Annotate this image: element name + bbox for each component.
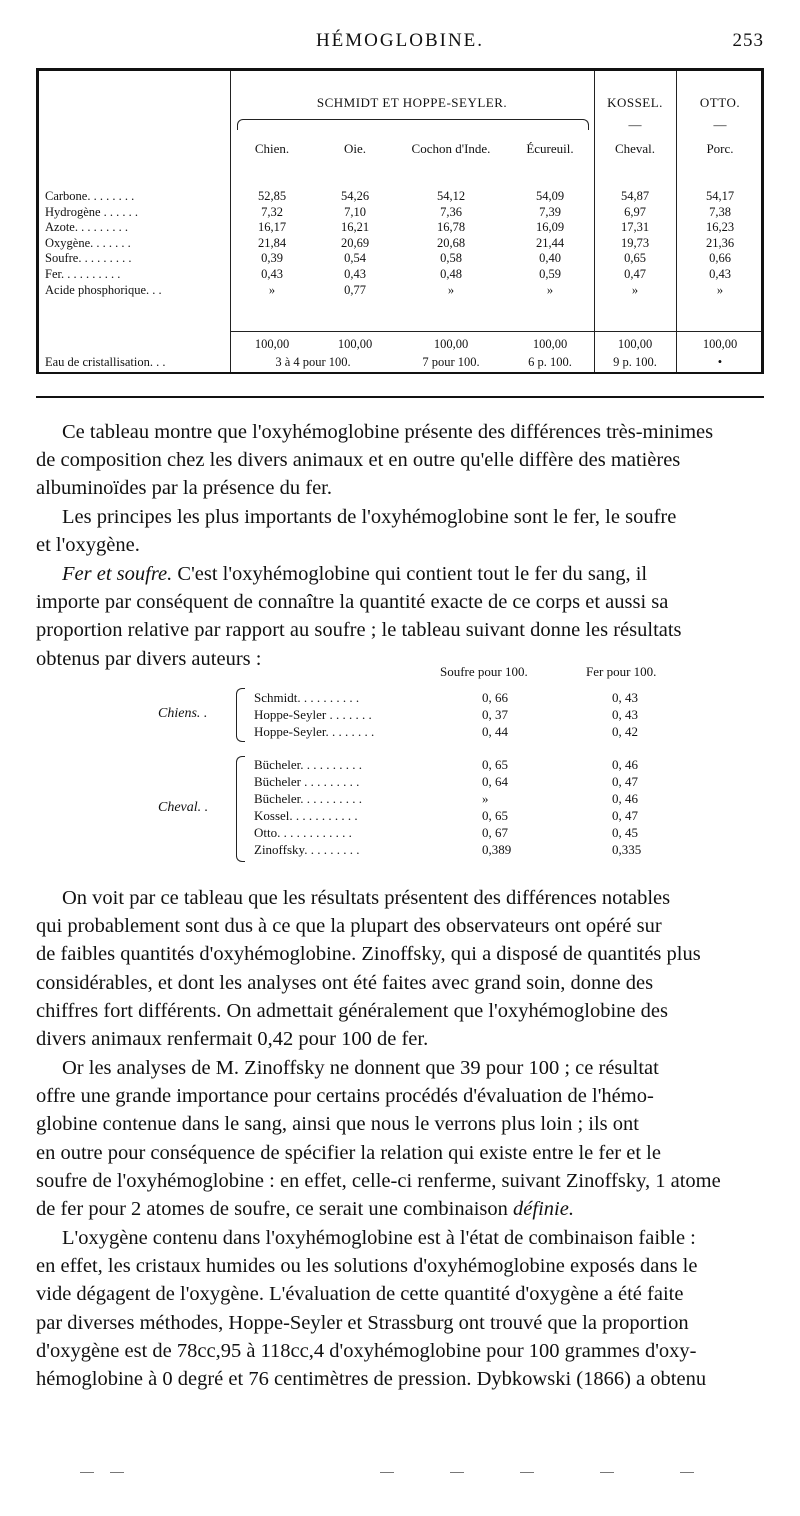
paragraph-5	[36, 1054, 764, 1223]
column-header-cheval: Cheval.	[614, 141, 656, 156]
row-label: Oxygène. . . . . . .	[45, 235, 131, 250]
table-cell: 0,39	[261, 251, 283, 266]
table-cell: 0,43	[261, 267, 283, 281]
water-ecureuil: 6 p. 100.	[528, 355, 572, 369]
table-cell: 7,38	[709, 204, 731, 219]
soufre-value: 0, 65	[482, 757, 508, 772]
text-line: qui probablement sont dus à ce que la plupart des observateurs ont opéré sur	[36, 915, 662, 938]
table-cell: 0,48	[440, 267, 462, 281]
table-row	[250, 757, 710, 775]
text-line: On voit par ce tableau que les résultats présentent des différences notables	[62, 887, 671, 909]
text-line: d'oxygène est de 78cc,95 à 118cc,4 d'oxyhémoglobine pour 100 grammes d'oxy-	[36, 1339, 697, 1362]
table-row	[250, 791, 710, 809]
table-cell: 54,09	[535, 189, 565, 203]
table-cell: 54,26	[340, 189, 370, 203]
table-row	[250, 690, 710, 708]
fer-value: 0, 47	[612, 774, 638, 789]
header-soufre: Soufre pour 100.	[440, 664, 528, 679]
row-label: Hydrogène . . . . . .	[45, 204, 139, 219]
water-cochon: 7 pour 100.	[422, 355, 480, 369]
text-line: L'oxygène contenu dans l'oxyhémoglobine est à l'état de combinaison faible :	[62, 1227, 696, 1249]
text-line: vide dégagent de l'oxygène. L'évaluation de cette quantité d'oxygène a été faite	[36, 1283, 684, 1306]
table-cell: 16,09	[535, 220, 565, 235]
soufre-value: »	[482, 791, 489, 806]
soufre-value: 0, 37	[482, 707, 508, 722]
soufre-value: 0,389	[482, 842, 512, 857]
table-row	[250, 774, 710, 792]
total-cell: 100,00	[254, 337, 290, 351]
group-header-otto: OTTO.	[699, 95, 741, 110]
text-line: C'est l'oxyhémoglobine qui contient tout le fer du sang, il	[172, 563, 648, 585]
text-line: de fer pour 2 atomes de soufre, ce serait une combinaison	[36, 1198, 514, 1221]
text-line: importe par conséquent de connaître la quantité exacte de ce corps et aussi sa	[36, 591, 669, 614]
footer-marks	[80, 1472, 720, 1476]
soufre-value: 0, 66	[482, 690, 508, 705]
group-brace	[237, 119, 589, 130]
table-cell: 16,78	[436, 220, 466, 235]
row-label: Fer. . . . . . . . . .	[45, 267, 121, 281]
page-header	[0, 24, 800, 58]
fer-value: 0, 42	[612, 724, 638, 739]
fer-soufre-table	[150, 664, 710, 864]
total-cell: 100,00	[532, 337, 568, 351]
total-cell: 100,00	[617, 337, 653, 351]
author-name: Bücheler . . . . . . . . .	[254, 774, 360, 789]
column-header-porc: Porc.	[706, 141, 734, 156]
text-line: de faibles quantités d'oxyhémoglobine. Zinoffsky, qui a disposé de quantités plus	[36, 943, 701, 966]
author-name: Hoppe-Seyler. . . . . . . .	[254, 724, 375, 739]
text-line: globine contenue dans le sang, ainsi que nous le verrons plus loin ; ils ont	[36, 1113, 639, 1136]
table-cell: 54,87	[620, 189, 650, 203]
total-cell: 100,00	[433, 337, 469, 351]
author-name: Otto. . . . . . . . . . . .	[254, 825, 352, 840]
text-line: Ce tableau montre que l'oxyhémoglobine présente des différences très-minimes	[62, 421, 714, 443]
table-row	[250, 707, 710, 725]
running-title: HÉMOGLOBINE.	[315, 30, 485, 51]
total-cell: 100,00	[702, 337, 738, 351]
author-name: Hoppe-Seyler . . . . . . .	[254, 707, 372, 722]
table-cell: 19,73	[620, 235, 650, 250]
soufre-value: 0, 65	[482, 808, 508, 823]
table-cell: 16,23	[705, 220, 735, 235]
text-line: albuminoïdes par la présence du fer.	[36, 477, 332, 500]
table-cell: 52,85	[257, 189, 287, 203]
table-cell: »	[546, 282, 554, 297]
column-header-oie: Oie.	[343, 141, 367, 156]
group-brace	[236, 756, 245, 862]
table-cell: 54,17	[705, 189, 735, 203]
group-brace	[236, 688, 245, 742]
table-cell: 20,68	[436, 235, 466, 250]
table-cell: »	[631, 282, 639, 297]
table-cell: 54,12	[436, 189, 466, 203]
text-line: en effet, les cristaux humides ou les solutions d'oxyhémoglobine exposés dans le	[36, 1255, 698, 1278]
table-cell: 0,59	[539, 267, 561, 281]
fer-value: 0, 46	[612, 791, 638, 806]
text-line: soufre de l'oxyhémoglobine : en effet, celle-ci renferme, suivant Zinoffsky, 1 atome	[36, 1169, 721, 1192]
fer-value: 0, 47	[612, 808, 638, 823]
text-line: Or les analyses de M. Zinoffsky ne donnent que 39 pour 100 ; ce résultat	[62, 1057, 659, 1079]
table-cell: 0,47	[624, 267, 646, 281]
text-line: Les principes les plus importants de l'oxyhémoglobine sont le fer, le soufre	[62, 506, 677, 528]
table-cell: 21,44	[535, 235, 565, 250]
fer-value: 0,335	[612, 842, 642, 857]
column-header-ecureuil: Écureuil.	[526, 141, 574, 156]
water-chien-oie: 3 à 4 pour 100.	[275, 355, 351, 369]
paragraph-2	[36, 503, 764, 559]
table-cell: 7,10	[344, 204, 366, 219]
group-header-kossel: KOSSEL.	[607, 95, 663, 110]
table-row	[250, 808, 710, 826]
table-cell: 0,43	[344, 267, 366, 281]
column-header-chien: Chien.	[254, 141, 290, 156]
text-line: divers animaux renfermait 0,42 pour 100 de fer.	[36, 1028, 429, 1051]
table-cell: 0,77	[344, 282, 366, 297]
paragraph-3	[36, 560, 764, 673]
emphasis: définie.	[513, 1198, 574, 1221]
text-line: hémoglobine à 0 degré et 76 centimètres de pression. Dybkowski (1866) a obtenu	[36, 1368, 707, 1391]
table-cell: »	[716, 282, 724, 297]
row-label: Soufre. . . . . . . . .	[45, 251, 132, 266]
table-cell: 21,36	[705, 235, 735, 250]
paragraph-1	[36, 418, 764, 503]
soufre-value: 0, 64	[482, 774, 508, 789]
section-lead: Fer et soufre.	[62, 563, 173, 585]
section-rule	[36, 396, 764, 398]
text-line: et l'oxygène.	[36, 534, 140, 557]
table-row	[250, 825, 710, 843]
table-cell: 0,66	[709, 251, 731, 266]
text-line: proportion relative par rapport au soufre ; le tableau suivant donne les résultats	[36, 619, 682, 642]
header-fer: Fer pour 100.	[586, 664, 657, 679]
text-line: obtenus par divers auteurs :	[36, 647, 262, 670]
table-cell: 6,97	[624, 204, 646, 219]
text-line: considérables, et dont les analyses ont été faites avec grand soin, donne des	[36, 971, 654, 994]
author-name: Bücheler. . . . . . . . . .	[254, 791, 362, 806]
fer-value: 0, 46	[612, 757, 638, 772]
page-number: 253	[732, 30, 764, 51]
table-cell: 0,54	[344, 251, 366, 266]
water-cheval: 9 p. 100.	[613, 355, 657, 369]
fer-value: 0, 45	[612, 825, 638, 840]
soufre-value: 0, 44	[482, 724, 508, 739]
text-line: de composition chez les divers animaux et en outre qu'elle diffère des matières	[36, 449, 681, 472]
author-name: Schmidt. . . . . . . . . .	[254, 690, 360, 705]
table-cell: 0,58	[440, 251, 462, 266]
table-cell: 7,39	[539, 204, 561, 219]
fer-value: 0, 43	[612, 690, 638, 705]
table-cell: »	[268, 282, 276, 297]
author-name: Kossel. . . . . . . . . . .	[254, 808, 358, 823]
group-label-cheval: Cheval. .	[158, 800, 209, 815]
table-cell: 7,36	[440, 204, 462, 219]
table-cell: 16,21	[340, 220, 370, 235]
author-name: Bücheler. . . . . . . . . .	[254, 757, 362, 772]
text-line: par diverses méthodes, Hoppe-Seyler et Strassburg ont trouvé que la proportion	[36, 1311, 689, 1334]
paragraph-6	[36, 1224, 764, 1393]
text-line: offre une grande importance pour certains procédés d'évaluation de l'hémo-	[36, 1085, 654, 1108]
table-cell: 0,43	[709, 267, 731, 281]
table-cell: 20,69	[340, 235, 370, 250]
row-label: Azote. . . . . . . . .	[45, 220, 128, 235]
group-label-chiens: Chiens. .	[158, 706, 208, 721]
table-cell: 17,31	[620, 220, 650, 235]
fer-value: 0, 43	[612, 707, 638, 722]
text-line: chiffres fort différents. On admettait généralement que l'oxyhémoglobine des	[36, 999, 668, 1022]
table-cell: 16,17	[257, 220, 287, 235]
soufre-value: 0, 67	[482, 825, 508, 840]
table-cell: 21,84	[257, 235, 287, 250]
row-label: Carbone. . . . . . . .	[45, 189, 135, 203]
column-header-cochon: Cochon d'Inde.	[411, 141, 491, 156]
water-label: Eau de cristallisation. . .	[45, 355, 166, 369]
group-header-schmidt-hoppe: SCHMIDT ET HOPPE-SEYLER.	[316, 95, 508, 110]
table-cell: 0,65	[624, 251, 646, 266]
water-porc: •	[717, 355, 723, 369]
group-dash: —	[628, 117, 642, 132]
table-cell: 7,32	[261, 204, 283, 219]
table-divider	[230, 331, 761, 332]
total-cell: 100,00	[337, 337, 373, 351]
composition-table	[36, 68, 764, 374]
table-cell: »	[447, 282, 455, 297]
text-line: en outre pour conséquence de spécifier la relation qui existe entre le fer et le	[36, 1141, 661, 1164]
table-row	[250, 842, 710, 860]
paragraph-4	[36, 884, 764, 1053]
table-cell: 0,40	[539, 251, 561, 266]
group-dash: —	[713, 117, 727, 132]
row-label: Acide phosphorique. . .	[45, 282, 162, 297]
author-name: Zinoffsky. . . . . . . . .	[254, 842, 360, 857]
table-row	[250, 724, 710, 742]
